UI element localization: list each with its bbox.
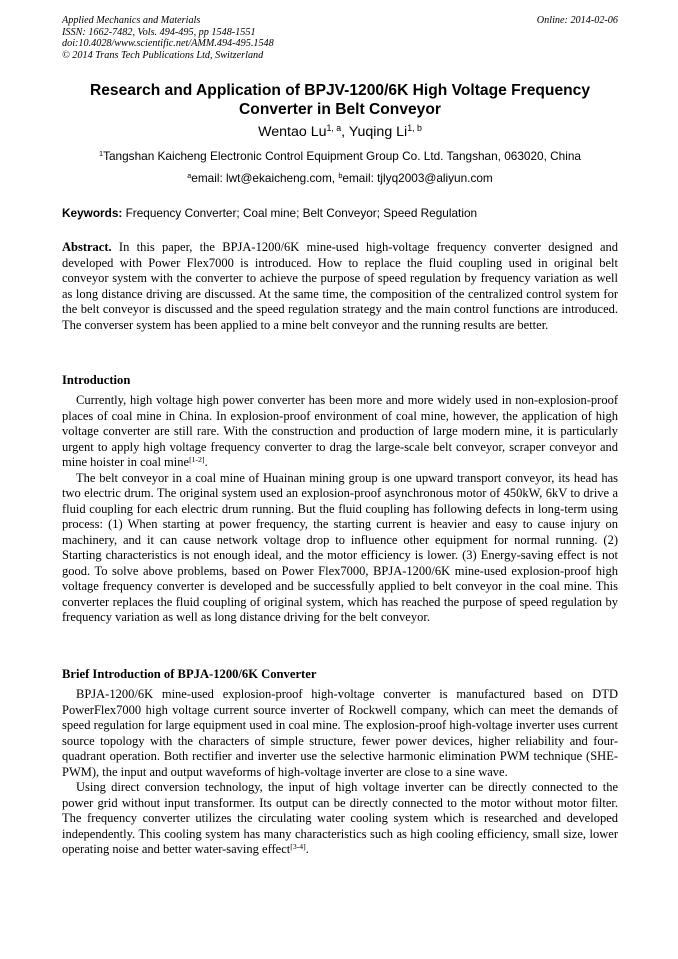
paragraph: BPJA-1200/6K mine-used explosion-proof high-voltage converter is manufactured based on DTD PowerFlex7000 high voltage current source inverter of Rockwell company, which can meet the demands of speed regulation for large equipment used in coal mine. The explosion-proof high-voltage inverter uses current source topology with the characters of simple structure, fewer power devices, higher reliability and four-quadrant operation. Both rectifier and inverter use the selective harmonic elimination PWM technique (SHE-PWM), the input and output waveforms of high-voltage inverter are close to a sine wave. — [62, 687, 618, 779]
abstract-label: Abstract. — [62, 240, 112, 254]
affiliation-sup: 1 — [99, 148, 104, 158]
email-b: email: tjlyq2003@aliyun.com — [342, 171, 493, 185]
section-heading-brief: Brief Introduction of BPJA-1200/6K Converter — [62, 667, 317, 681]
paper-title: Research and Application of BPJV-1200/6K High Voltage Frequency Converter in Belt Conveyor — [90, 82, 590, 118]
author-line — [62, 124, 618, 141]
online-date: Online: 2014-02-06 — [536, 15, 618, 26]
abstract-text: In this paper, the BPJA-1200/6K mine-used high-voltage frequency converter designed and developed with Power Flex7000 is introduced. How to replace the fluid coupling used in original belt conveyor system with the converter to achieve the purpose of speed regulation by frequency variation as well as long distance driving are discussed. At the same time, the composition of the centralized control system for the belt conveyor is discussed and the speed regulation strategy and the main control functions are introduced. The converser system has been applied to a mine belt conveyor and the running results are better. — [62, 240, 618, 332]
author-1-sup: 1, a — [326, 123, 342, 134]
affiliation-text: Tangshan Kaicheng Electronic Control Equipment Group Co. Ltd. Tangshan, 063020, China — [103, 149, 581, 163]
copyright-line: © 2014 Trans Tech Publications Ltd, Switzerland — [62, 49, 264, 61]
journal-header — [62, 15, 618, 61]
keywords — [62, 206, 618, 220]
email-line — [62, 171, 618, 185]
doi-line: doi:10.4028/www.scientific.net/AMM.494-495.1548 — [62, 38, 274, 50]
paragraph: Using direct conversion technology, the input of high voltage inverter can be directly connected to the power grid without input transformer. Its output can be directly connected to the motor without motor filter. The frequency converter utilizes the circulating water cooling system which is researched and developed independently. This cooling system has many characteristics such as high cooling efficiency, small size, lower operating noise and better water-saving effect[3-4]. — [62, 780, 618, 856]
section-heading-introduction: Introduction — [62, 373, 131, 387]
affiliation — [62, 149, 618, 163]
author-2-sup: 1, b — [407, 123, 422, 134]
author-1: Wentao Lu — [258, 124, 327, 140]
brief-section — [62, 687, 618, 858]
citation-ref: [3-4] — [290, 841, 306, 851]
author-separator: , — [341, 124, 349, 140]
paragraph: Currently, high voltage high power converter has been more and more widely used in non-explosion-proof places of coal mine in China. In explosion-proof environment of coal mine, however, the application of high voltage converter are still rare. With the construction and production of large modern mine, it is particularly urgent to apply high voltage frequency converter to drag the large-scale belt conveyor, scraper conveyor and mine hoister in coal mine[1-2]. — [62, 393, 618, 469]
email-a: email: lwt@ekaicheng.com, — [191, 171, 339, 185]
abstract — [62, 240, 618, 333]
introduction-section — [62, 393, 618, 626]
journal-name: Applied Mechanics and Materials — [62, 15, 201, 26]
issn-line: ISSN: 1662-7482, Vols. 494-495, pp 1548-1551 — [62, 26, 256, 38]
keywords-label: Keywords: — [62, 206, 123, 220]
keywords-text: Frequency Converter; Coal mine; Belt Conveyor; Speed Regulation — [122, 206, 478, 220]
email-b-sup: b — [338, 170, 343, 180]
citation-ref: [1-2] — [189, 454, 205, 464]
paragraph: The belt conveyor in a coal mine of Huainan mining group is one upward transport conveyor, its head has two electric drum. The original system used an explosion-proof asynchronous motor of 450kW, 6kV to drive a fluid coupling for each electric drum running. But the fluid coupling has following defects in long-term using process: (1) When starting at power frequency, the starting current is heavier and easy to cause injury on machinery, and it can cause network voltage drop to influence other equipment for normal running. (2) Starting characteristics is not enough ideal, and the motor efficiency is lower. (3) Energy-saving effect is not good. To solve above problems, based on Power Flex7000, BPJA-1200/6K mine-used explosion-proof high voltage frequency converter is developed and be successfully applied to belt conveyor in the coal mine. This converter replaces the fluid coupling of original system, which has reached the purpose of speed regulation by frequency variation as well as long distance driving for the belt conveyor. — [62, 470, 618, 624]
email-a-sup: a — [187, 170, 192, 180]
author-2: Yuqing Li — [348, 124, 408, 140]
